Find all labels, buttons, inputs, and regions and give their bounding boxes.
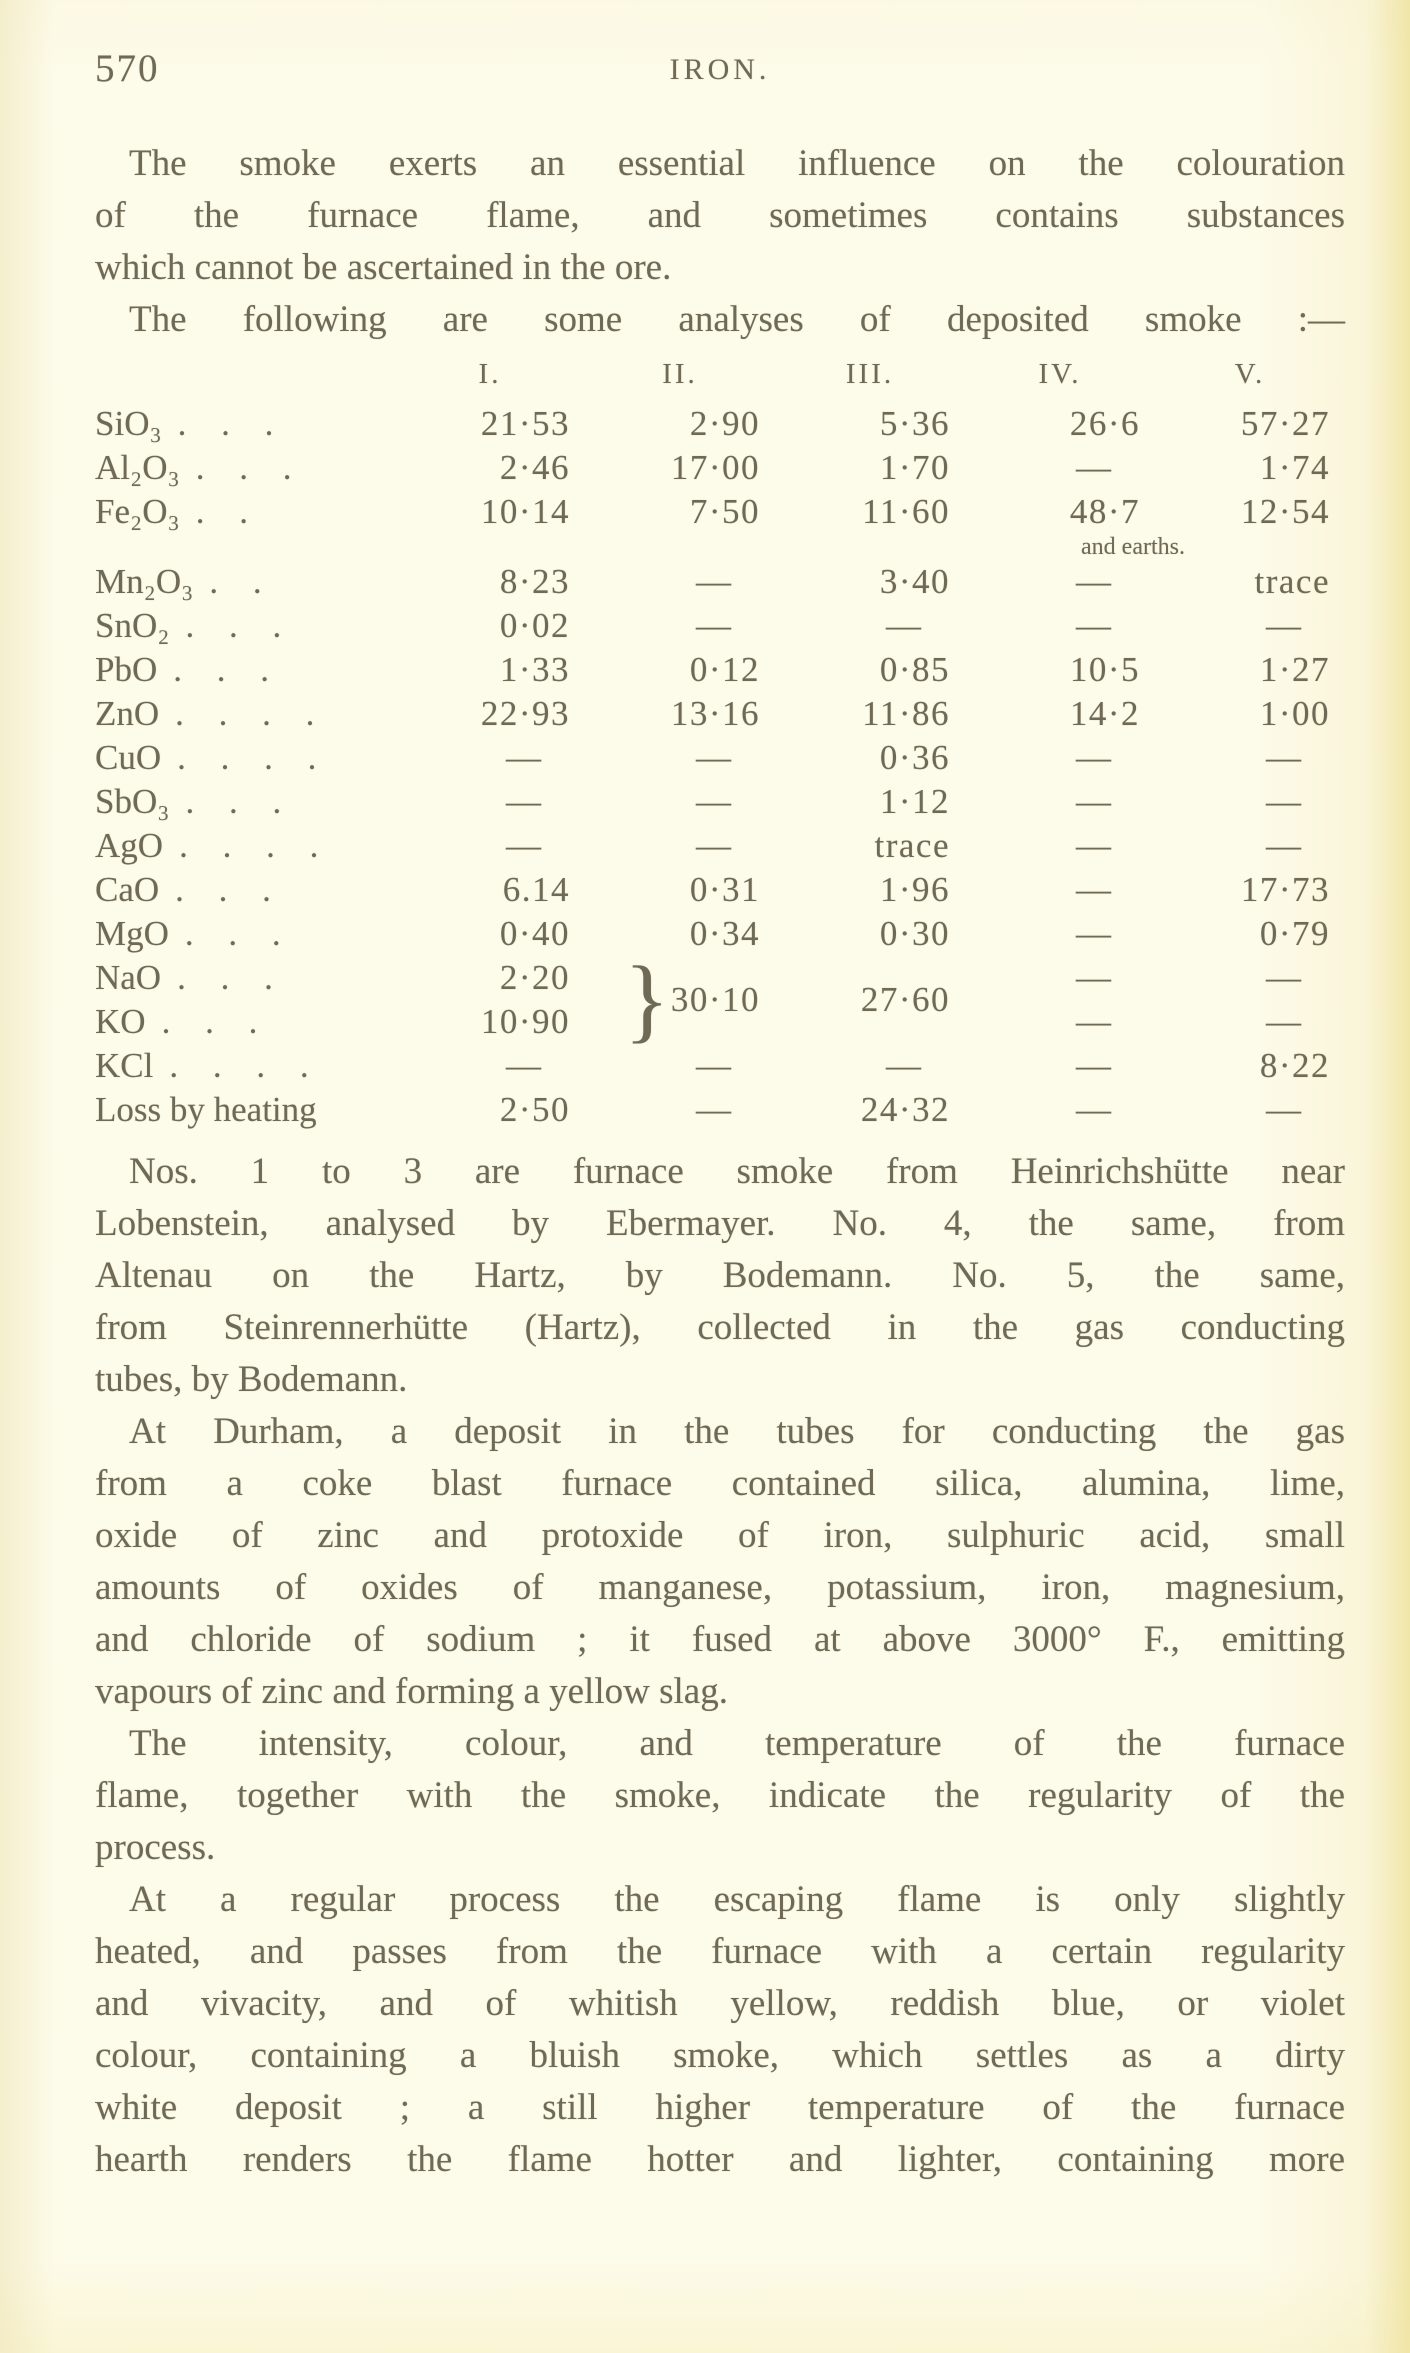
formula-cell [95, 1088, 395, 1132]
value-text: 48·7 [1069, 492, 1140, 531]
formula-cell [95, 912, 395, 956]
value-cell: 17·00 [670, 448, 760, 487]
value-cell: — [696, 1090, 731, 1129]
text-line: Altenau on the Hartz, by Bodemann. No. 5, the same, [95, 1255, 1345, 1296]
value-cell: trace [1254, 562, 1330, 601]
dot-leader: . . . [177, 958, 273, 997]
grouped-value-cell: 27·60 [860, 980, 950, 1019]
value-cell [965, 490, 1185, 560]
table-row [95, 1044, 1345, 1088]
formula-label: Al₂O₃ [95, 448, 180, 487]
running-head: IRON. [669, 53, 771, 86]
value-cell: 14·2 [1069, 694, 1140, 733]
value-cell: 10·90 [480, 1002, 570, 1041]
table-row [95, 604, 1345, 648]
value-cell: 13·16 [670, 694, 760, 733]
text-line: tubes, by Bodemann. [95, 1359, 408, 1400]
formula-cell [95, 402, 395, 446]
formula-cell [95, 692, 395, 736]
value-cell: — [1076, 914, 1111, 953]
formula-cell [95, 446, 395, 490]
formula-cell [95, 824, 395, 868]
value-cell: — [696, 562, 731, 601]
dot-leader: . . . [195, 448, 292, 487]
value-cell: — [506, 782, 541, 821]
grouping-brace-icon: } [624, 948, 671, 1052]
value-cell: 2·90 [689, 404, 760, 443]
value-cell: 17·73 [1240, 870, 1330, 909]
value-cell: — [696, 826, 731, 865]
formula-label: KCl [95, 1046, 154, 1085]
value-cell: 57·27 [1240, 404, 1330, 443]
value-cell: 8·22 [1259, 1046, 1330, 1085]
value-cell: 0·02 [499, 606, 570, 645]
value-cell: 24·32 [860, 1090, 950, 1129]
value-cell: — [1076, 448, 1111, 487]
page-content [95, 138, 1345, 2186]
value-cell: 26·6 [1069, 404, 1140, 443]
value-cell: — [1076, 958, 1111, 997]
paragraph [95, 1718, 1345, 1874]
table-row [95, 868, 1345, 912]
value-cell: 22·93 [480, 694, 570, 733]
formula-label: PbO [95, 650, 158, 689]
value-cell: 3·40 [879, 562, 950, 601]
value-cell: — [1266, 738, 1301, 777]
text-line: colour, containing a bluish smoke, which settles as a dirty [95, 2035, 1345, 2076]
paragraph [95, 1874, 1345, 2186]
dot-leader: . . . [173, 650, 269, 689]
table-header-cell: IV. [1038, 358, 1082, 390]
text-line: The intensity, colour, and temperature of the furnace [129, 1723, 1345, 1764]
value-cell: 1·00 [1259, 694, 1330, 733]
value-cell: — [1076, 606, 1111, 645]
table-header-cell: I. [478, 358, 502, 390]
formula-cell [95, 490, 395, 560]
formula-cell [95, 868, 395, 912]
formula-label: SnO₂ [95, 606, 170, 645]
value-cell: — [886, 606, 921, 645]
value-cell: 10·14 [480, 492, 570, 531]
value-cell: 1·96 [879, 870, 950, 909]
dot-leader: . . . [184, 914, 281, 953]
value-cell: — [506, 826, 541, 865]
formula-cell [95, 560, 395, 604]
value-cell: 0·31 [689, 870, 760, 909]
text-line: amounts of oxides of manganese, potassium, iron, magnesium, [95, 1567, 1345, 1608]
table-header-cell: II. [662, 358, 698, 390]
brace-wrap [585, 948, 760, 1052]
text-line: heated, and passes from the furnace with a certain regularity [95, 1931, 1345, 1972]
formula-label: CaO [95, 870, 160, 909]
dot-leader: . . . . [169, 1046, 309, 1085]
formula-label: Loss by heating [95, 1090, 317, 1129]
value-cell: — [1266, 1002, 1301, 1041]
value-cell: trace [874, 826, 950, 865]
dot-leader: . . . . [175, 694, 315, 733]
value-cell: — [1266, 1090, 1301, 1129]
formula-label: Mn₂O₃ [95, 562, 194, 601]
smoke-analysis-table [95, 346, 1345, 1132]
formula-label: Fe₂O₃ [95, 492, 180, 531]
value-cell: 1·12 [879, 782, 950, 821]
table-row [95, 560, 1345, 604]
table-row [95, 1088, 1345, 1132]
value-cell: 0·40 [499, 914, 570, 953]
value-cell: — [886, 1046, 921, 1085]
table-header-cell: V. [1234, 358, 1266, 390]
formula-cell [95, 956, 395, 1000]
paragraph [95, 294, 1345, 346]
value-cell: — [1076, 782, 1111, 821]
value-cell: — [506, 1046, 541, 1085]
table-row [95, 780, 1345, 824]
value-cell: 0·34 [689, 914, 760, 953]
text-line: flame, together with the smoke, indicate the regularity of the [95, 1775, 1345, 1816]
value-cell: 6.14 [502, 870, 570, 909]
value-cell: 0·30 [879, 914, 950, 953]
table-row [95, 490, 1345, 560]
table-row [95, 956, 1345, 1000]
dot-leader: . . . [185, 606, 282, 645]
dot-leader: . . . [175, 870, 271, 909]
text-line: At Durham, a deposit in the tubes for conducting the gas [129, 1411, 1345, 1452]
text-line: and chloride of sodium ; it fused at above 3000° F., emitting [95, 1619, 1345, 1660]
dot-leader: . . . [185, 782, 282, 821]
value-cell: 2·46 [499, 448, 570, 487]
table-row [95, 648, 1345, 692]
text-line: At a regular process the escaping flame is only slightly [129, 1879, 1345, 1920]
dot-leader: . . . [177, 404, 274, 443]
value-cell: 12·54 [1240, 492, 1330, 531]
value-cell: — [1076, 738, 1111, 777]
value-cell: — [1076, 1002, 1111, 1041]
text-line: from Steinrennerhütte (Hartz), collected in the gas conducting [95, 1307, 1345, 1348]
text-line: The following are some analyses of deposited smoke :— [129, 299, 1345, 340]
formula-label: ZnO [95, 694, 160, 733]
value-cell: 5·36 [879, 404, 950, 443]
value-cell: — [696, 606, 731, 645]
value-cell: 0·12 [689, 650, 760, 689]
value-cell: 11·60 [862, 492, 950, 531]
formula-label: MgO [95, 914, 169, 953]
dot-leader: . . [209, 562, 262, 601]
formula-label: AgO [95, 826, 164, 865]
formula-cell [95, 604, 395, 648]
text-line: oxide of zinc and protoxide of iron, sulphuric acid, small [95, 1515, 1345, 1556]
value-cell: 2·20 [499, 958, 570, 997]
value-cell: — [1076, 826, 1111, 865]
paragraph [95, 138, 1345, 294]
value-cell: — [1266, 958, 1301, 997]
value-cell: — [506, 738, 541, 777]
formula-label: KO [95, 1002, 146, 1041]
value-cell: — [1266, 826, 1301, 865]
value-cell: — [1076, 1090, 1111, 1129]
table-row [95, 912, 1345, 956]
dot-leader: . . . [161, 1002, 258, 1041]
text-line: which cannot be ascertained in the ore. [95, 247, 672, 288]
value-cell: — [1076, 870, 1111, 909]
text-line: process. [95, 1827, 216, 1868]
value-cell: 1·70 [879, 448, 950, 487]
formula-label: CuO [95, 738, 162, 777]
text-line: The smoke exerts an essential influence on the colouration [129, 143, 1345, 184]
text-line: white deposit ; a still higher temperature of the furnace [95, 2087, 1345, 2128]
formula-label: SbO₃ [95, 782, 170, 821]
formula-cell [95, 736, 395, 780]
value-cell: 1·27 [1259, 650, 1330, 689]
table-header-cell: III. [845, 358, 895, 390]
dot-leader: . . . . [177, 738, 317, 777]
page-header [95, 46, 1345, 100]
text-line: Lobenstein, analysed by Ebermayer. No. 4, the same, from [95, 1203, 1345, 1244]
dot-leader: . . . . [179, 826, 319, 865]
table-row [95, 402, 1345, 446]
formula-cell [95, 780, 395, 824]
formula-cell [95, 1000, 395, 1044]
paragraph [95, 1146, 1345, 1406]
value-cell: 1·74 [1259, 448, 1330, 487]
value-cell: — [1076, 562, 1111, 601]
value-cell: — [696, 782, 731, 821]
page-number: 570 [95, 47, 160, 90]
value-cell: 0·85 [879, 650, 950, 689]
value-cell: 0·36 [879, 738, 950, 777]
value-cell: 1·33 [499, 650, 570, 689]
earths-note: and earths. [1081, 534, 1185, 560]
value-cell: 8·23 [499, 562, 570, 601]
text-line: vapours of zinc and forming a yellow slag. [95, 1671, 728, 1712]
text-line: from a coke blast furnace contained silica, alumina, lime, [95, 1463, 1345, 1504]
table-row [95, 736, 1345, 780]
table-row [95, 446, 1345, 490]
formula-cell [95, 1044, 395, 1088]
value-cell: — [696, 738, 731, 777]
text-line: Nos. 1 to 3 are furnace smoke from Heinrichshütte near [129, 1151, 1345, 1192]
table-header-row [95, 346, 1345, 402]
formula-label: SiO₃ [95, 404, 162, 443]
value-cell: — [1266, 606, 1301, 645]
text-line: and vivacity, and of whitish yellow, reddish blue, or violet [95, 1983, 1345, 2024]
value-cell: 11·86 [862, 694, 950, 733]
paragraph [95, 1406, 1345, 1718]
dot-leader: . . [195, 492, 248, 531]
value-cell: 10·5 [1069, 650, 1140, 689]
grouped-value: 30·10 [670, 980, 760, 1019]
value-cell: 7·50 [689, 492, 760, 531]
table-row [95, 824, 1345, 868]
formula-label: NaO [95, 958, 162, 997]
table-row [95, 692, 1345, 736]
text-line: of the furnace flame, and sometimes contains substances [95, 195, 1345, 236]
grouped-value-cell [585, 948, 775, 1052]
value-cell: 0·79 [1259, 914, 1330, 953]
value-cell: — [1076, 1046, 1111, 1085]
value-cell: — [696, 1046, 731, 1085]
value-cell: — [1266, 782, 1301, 821]
table-header-spacer [95, 346, 395, 402]
value-cell: 21·53 [480, 404, 570, 443]
text-line: hearth renders the flame hotter and lighter, containing more [95, 2139, 1345, 2180]
value-cell: 2·50 [499, 1090, 570, 1129]
formula-cell [95, 648, 395, 692]
